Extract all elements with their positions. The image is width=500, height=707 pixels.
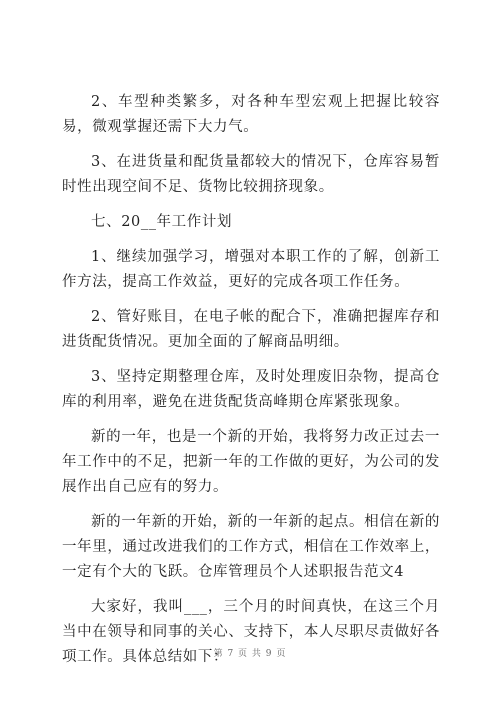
page-number-footer: 第 7 页 共 9 页	[213, 649, 287, 659]
paragraph-greeting: 大家好，我叫___，三个月的时间真快，在这三个月当中在领导和同事的关心、支持下，本人尽职尽责做好各项工作。具体总结如下：	[62, 599, 440, 665]
paragraph-vehicle-types: 2、车型种类繁多，对各种车型宏观上把握比较容易，微观掌握还需下大力气。	[62, 94, 440, 135]
paragraph-storage-space: 3、在进货量和配货量都较大的情况下，仓库容易暂时性出现空间不足、货物比较拥挤现象。	[62, 154, 440, 195]
paragraph-plan-warehouse: 3、坚持定期整理仓库，及时处理废旧杂物，提高仓库的利用率，避免在进货配货高峰期仓库紧张现象。	[62, 369, 440, 410]
paragraph-new-start: 新的一年新的开始，新的一年新的起点。相信在新的一年里，通过改进我们的工作方式，相信在工作效率上，一定有个大的飞跃。仓库管理员个人述职报告范文4	[62, 514, 440, 580]
section-heading-work-plan: 七、20__年工作计划	[91, 214, 233, 230]
paragraph-plan-accounts: 2、管好账目，在电子帐的配合下，准确把握库存和进货配货情况。更加全面的了解商品明细。	[62, 309, 440, 350]
document-body	[62, 90, 440, 680]
paragraph-plan-study: 1、继续加强学习，增强对本职工作的了解，创新工作方法，提高工作效益，更好的完成各项工作任务。	[62, 249, 440, 290]
paragraph-new-year: 新的一年，也是一个新的开始，我将努力改正过去一年工作中的不足，把新一年的工作做的更好，为公司的发展作出自己应有的努力。	[62, 429, 440, 495]
